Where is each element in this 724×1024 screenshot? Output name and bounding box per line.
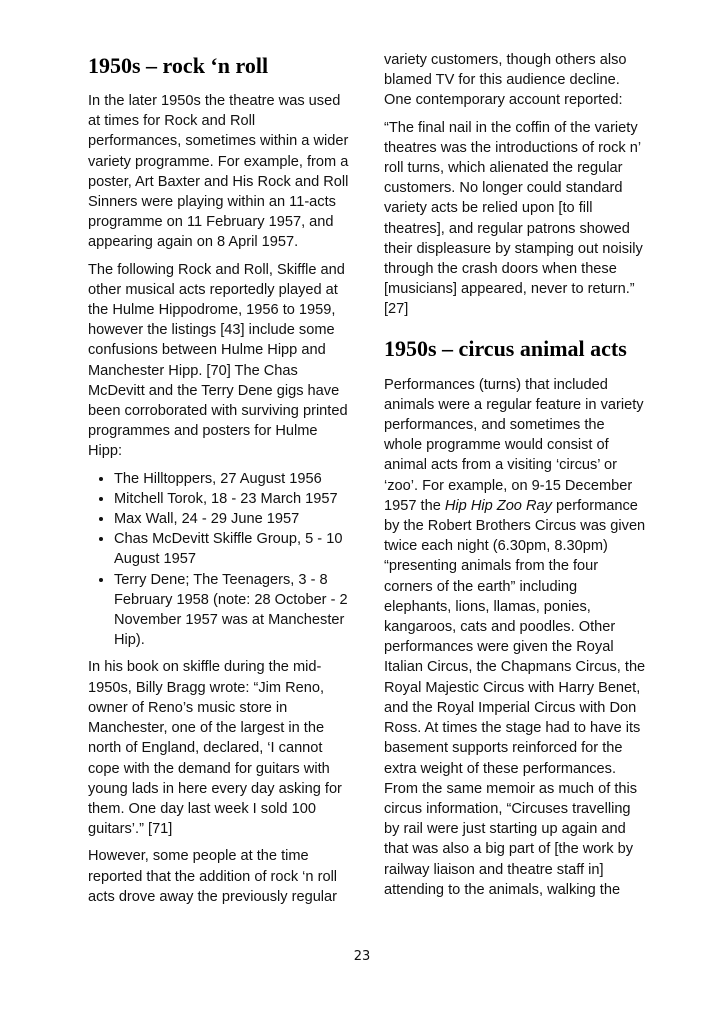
paragraph — [384, 375, 646, 900]
paragraph: In his book on skiffle during the mid-1950s, Billy Bragg wrote: “Jim Reno, owner of Reno’s music store in Manchester, one of the largest in the north of England, declared, ‘I cannot cope with the demand for guitars with young lads in here every day asking for them. One day last week I sold 100 guitars’.” [71] — [88, 659, 342, 838]
list-item: • Max Wall, 24 - 29 June 1957 — [114, 509, 350, 529]
text-run: Performances (turns) that included animals were a regular feature in variety performances, and sometimes the whole programme would consist of animal acts from a visiting ‘circus’ or ‘zoo’. For example, on 9-15 December 1957 the — [384, 376, 644, 514]
list-item: • Chas McDevitt Skiffle Group, 5 - 10 August 1957 — [114, 529, 350, 569]
section-heading-circus-animal-acts: 1950s – circus animal acts — [384, 335, 627, 361]
list-item: • Terry Dene; The Teenagers, 3 - 8 February 1958 (note: 28 October - 2 November 1957 was at Manchester Hip). — [114, 570, 350, 651]
page-number: 23 — [353, 949, 371, 964]
list-item: • The Hilltoppers, 27 August 1956 — [114, 469, 350, 489]
paragraph: The following Rock and Roll, Skiffle and other musical acts reportedly played at the Hulme Hippodrome, 1956 to 1959, however the listings [43] include some confusions between Hulme Hipp and Manchester Hipp. [70] The Chas McDevitt and the Terry Dene gigs have been corroborated with surviving printed programmes and posters for Hulme Hipp: — [88, 261, 348, 460]
show-title: Hip Hip Zoo Ray — [444, 497, 552, 514]
paragraph: In the later 1950s the theatre was used at times for Rock and Roll performances, sometimes within a wider variety programme. For example, from a poster, Art Baxter and His Rock and Roll Sinners were playing within an 11-acts programme on 11 February 1957, and appearing again on 8 April 1957. — [88, 93, 349, 251]
left-column — [88, 50, 350, 914]
quote-paragraph: “The final nail in the coffin of the variety theatres was the introductions of rock n’ roll turns, which alienated the regular customers. No longer could standard variety acts be relied upon [to fill theatres], and regular patrons showed their displeasure by stamping out noisily through the crash doors when these [musicians] appeared, never to return.” [27] — [384, 119, 643, 318]
acts-list — [88, 469, 350, 651]
text-run: performance by the Robert Brothers Circus was given twice each night (6.30pm, 8.30pm) “presenting animals from the four corners of the earth” including elephants, lions, llamas, ponies, kangaroos, cats and poodles. Other performances were given the Royal Italian Circus, the Chapmans Circus, the Royal Majestic Circus with Harry Benet, and the Royal Imperial Circus with Don Ross. At times the stage had to have its basement supports reinforced for the extra weight of these performances. From the same memoir as much of this circus information, “Circuses travelling by rail were just starting up again and that was also a big part of [the work by railway liaison and theatre staff in] attending to the animals, walking the — [384, 497, 646, 898]
paragraph: However, some people at the time reported that the addition of rock ‘n roll acts drove away the previously regular — [88, 848, 338, 905]
paragraph: variety customers, though others also blamed TV for this audience decline. One contemporary account reported: — [384, 52, 627, 109]
right-column — [384, 50, 646, 907]
section-heading-rock-n-roll: 1950s – rock ‘n roll — [88, 53, 269, 78]
list-item: • Mitchell Torok, 18 - 23 March 1957 — [114, 489, 350, 509]
